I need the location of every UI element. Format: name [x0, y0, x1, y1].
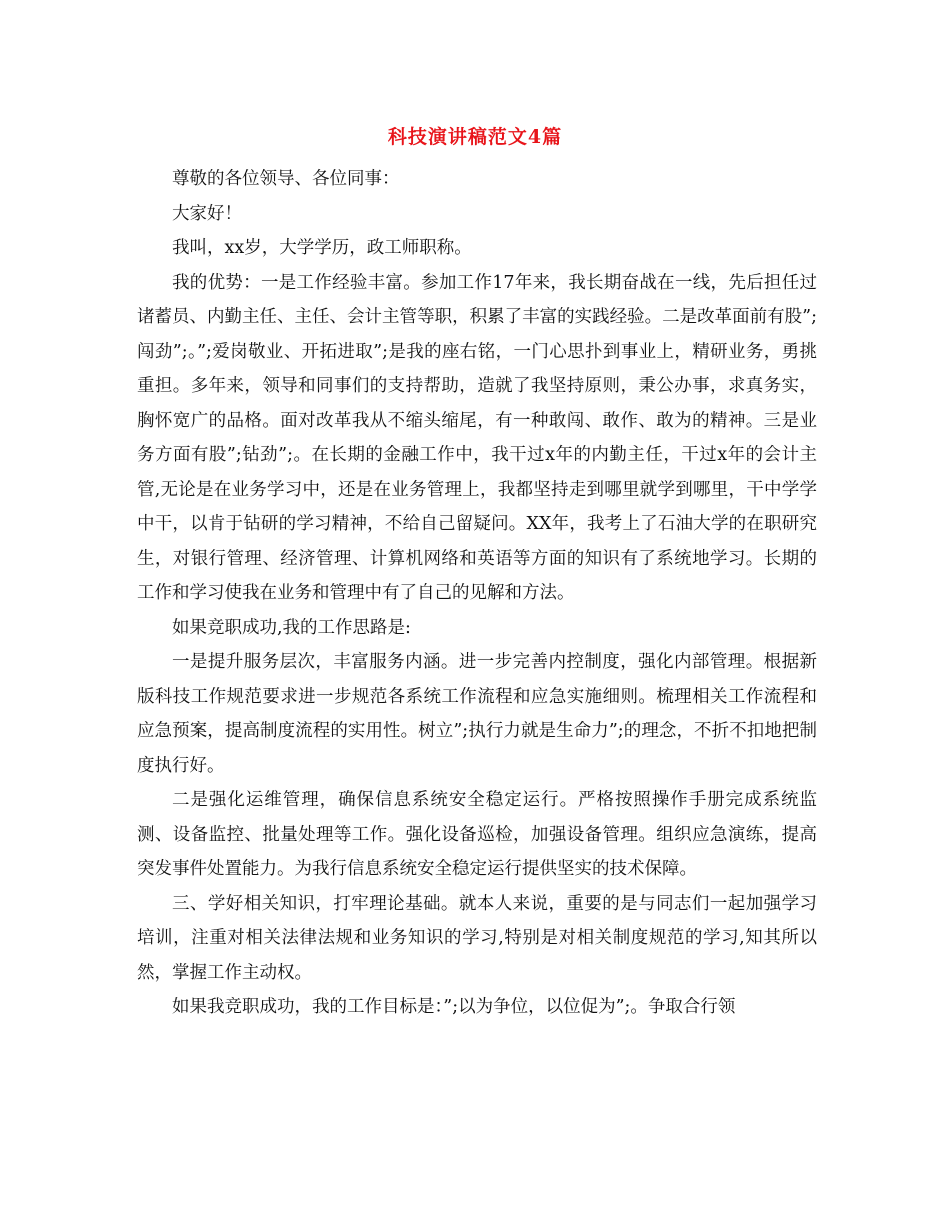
work-plan-point-1: 一是提升服务层次，丰富服务内涵。进一步完善内控制度，强化内部管理。根据新版科技工作规范要求进一步规范各系统工作流程和应急实施细则。梳理相关工作流程和应急预案，提高制度流程的实用性。树立”;执行力就是生命力”;的理念，不折不扣地把制度执行好。: [137, 652, 817, 776]
work-goal-paragraph: 如果我竞职成功，我的工作目标是：”;以为争位，以位促为”;。争取合行领: [172, 997, 736, 1017]
document-title: 科技演讲稿范文4篇: [387, 126, 563, 148]
greeting: 大家好！: [172, 203, 242, 224]
self-introduction: 我叫，xx岁，大学学历，政工师职称。: [172, 238, 472, 258]
work-plan-intro: 如果竞职成功,我的工作思路是:: [172, 617, 411, 638]
work-plan-point-3: 三、学好相关知识，打牢理论基础。就本人来说，重要的是与同志们一起加强学习培训，注重对相关法律法规和业务知识的学习,特别是对相关制度规范的学习,知其所以然，掌握工作主动权。: [137, 893, 817, 983]
document-body: [137, 162, 817, 1025]
work-plan-point-2: 二是强化运维管理，确保信息系统安全稳定运行。严格按照操作手册完成系统监测、设备监控、批量处理等工作。强化设备巡检，加强设备管理。组织应急演练，提高突发事件处置能力。为我行信息系统安全稳定运行提供坚实的技术保障。: [137, 790, 817, 879]
salutation: 尊敬的各位领导、各位同事：: [172, 169, 400, 189]
advantages-paragraph: 我的优势：一是工作经验丰富。参加工作17年来，我长期奋战在一线，先后担任过诸蓄员、内勤主任、主任、会计主管等职，积累了丰富的实践经验。二是改革面前有股”;闯劲”;。”;爱岗敬业、开拓进取”;是我的座右铭，一门心思扑到事业上，精研业务，勇挑重担。多年来，领导和同事们的支持帮助，造就了我坚持原则，秉公办事，求真务实，胸怀宽广的品格。面对改革我从不缩头缩尾，有一种敢闯、敢作、敢为的精神。三是业务方面有股”;钻劲”;。在长期的金融工作中，我干过x年的内勤主任，干过x年的会计主管,无论是在业务学习中，还是在业务管理上，我都坚持走到哪里就学到哪里，干中学学中干，以肯于钻研的学习精神，不给自己留疑问。XX年，我考上了石油大学的在职研究生，对银行管理、经济管理、计算机网络和英语等方面的知识有了系统地学习。长期的工作和学习使我在业务和管理中有了自己的见解和方法。: [137, 272, 817, 603]
